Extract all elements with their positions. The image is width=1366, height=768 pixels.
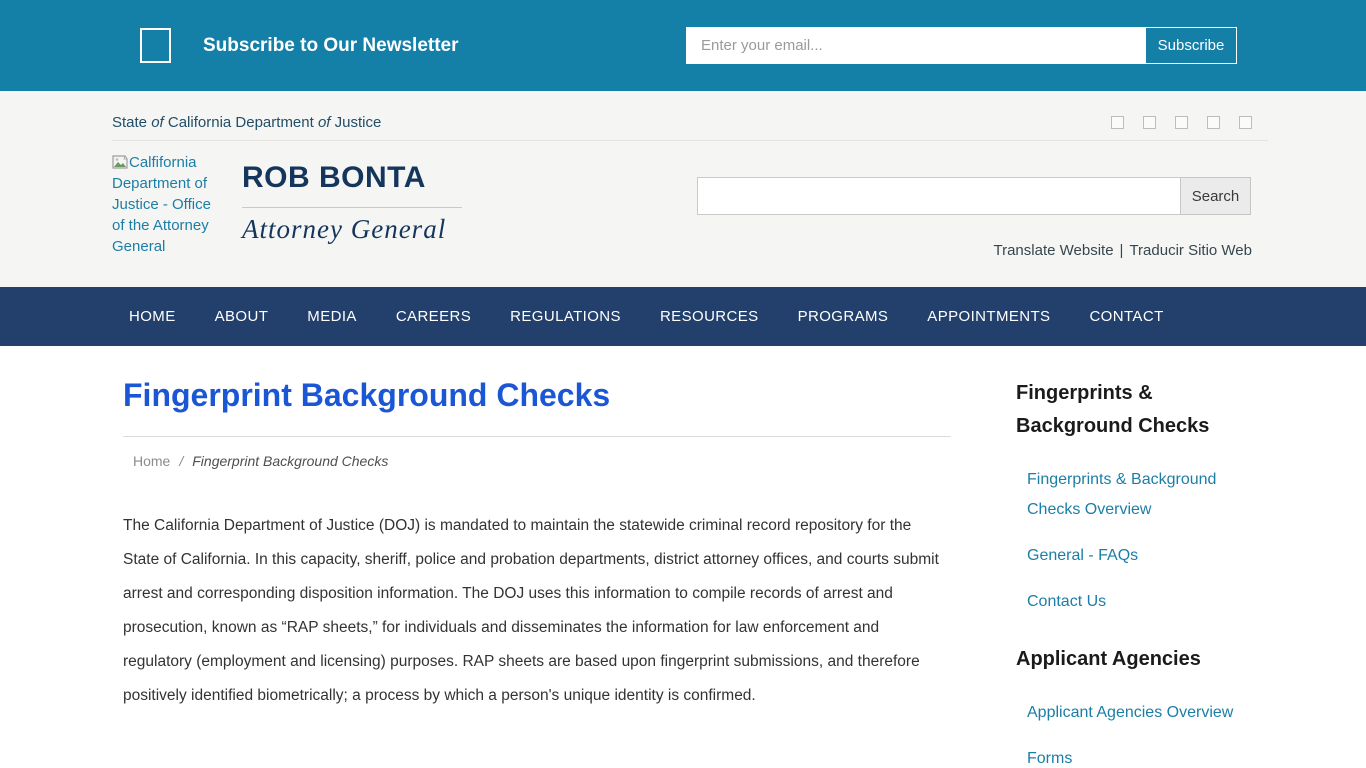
sidebar-link-forms[interactable]: Forms	[1027, 750, 1073, 767]
social-icon-placeholder-3[interactable]	[1175, 116, 1188, 129]
envelope-icon	[140, 28, 171, 63]
header-top-row	[0, 91, 1366, 131]
sidebar	[1016, 346, 1264, 768]
main-nav	[0, 287, 1366, 346]
agency-line	[112, 114, 381, 131]
traducir-sitio-link[interactable]: Traducir Sitio Web	[1129, 242, 1252, 259]
translate-separator: |	[1119, 242, 1124, 259]
newsletter-form	[686, 27, 1237, 64]
translate-row	[697, 242, 1252, 259]
breadcrumb	[123, 453, 951, 469]
social-icons-row	[1111, 116, 1252, 129]
search-row	[697, 177, 1252, 215]
nav-item-about[interactable]: ABOUT	[214, 308, 269, 325]
content-area	[0, 346, 1366, 768]
page-title: Fingerprint Background Checks	[123, 377, 611, 413]
sidebar-link-contact-us[interactable]: Contact Us	[1027, 593, 1107, 610]
breadcrumb-home-link[interactable]: Home	[133, 453, 171, 469]
sidebar-heading-fingerprints: Fingerprints & Background Checks	[1016, 382, 1210, 437]
title-divider	[123, 436, 951, 437]
sidebar-links-applicant-agencies	[1016, 698, 1264, 768]
nav-item-appointments[interactable]: APPOINTMENTS	[927, 308, 1051, 325]
subscribe-button[interactable]: Subscribe	[1145, 27, 1237, 64]
site-header	[0, 91, 1366, 287]
email-input[interactable]	[686, 27, 1145, 64]
logo-alt-text: Calfifornia Department of Justice - Office of the Attorney General	[112, 154, 211, 255]
nav-item-media[interactable]: MEDIA	[307, 308, 357, 325]
agency-text-italic: of	[317, 114, 331, 131]
attorney-general-title: Attorney General	[242, 214, 447, 244]
intro-paragraph: The California Department of Justice (DOJ) is mandated to maintain the statewide criminal record repository for the State of California. In this capacity, sheriff, police and probation departments, district attorney offices, and courts submit arrest and corresponding disposition information. The DOJ uses this information to compile records of arrest and prosecution, known as “RAP sheets,” for individuals and disseminates the information for law enforcement and regulatory (employment and licensing) purposes. RAP sheets are based upon fingerprint submissions, and therefore positively identified biometrically; a process by which a person's unique identity is confirmed.	[123, 517, 939, 704]
nav-item-home[interactable]: HOME	[129, 308, 176, 325]
nav-item-contact[interactable]: CONTACT	[1089, 308, 1164, 325]
sidebar-link-applicant-agencies-overview[interactable]: Applicant Agencies Overview	[1027, 704, 1234, 721]
agency-text: Justice	[330, 114, 382, 131]
main-column	[123, 346, 951, 768]
sidebar-link-general-faqs[interactable]: General - FAQs	[1027, 547, 1139, 564]
attorney-general-block	[242, 152, 464, 259]
search-button[interactable]: Search	[1181, 177, 1251, 215]
newsletter-bar	[0, 0, 1366, 91]
social-icon-placeholder-1[interactable]	[1111, 116, 1124, 129]
breadcrumb-separator: /	[179, 453, 184, 469]
search-area	[697, 152, 1252, 259]
broken-image-icon	[112, 155, 128, 169]
newsletter-left	[0, 28, 459, 63]
search-input[interactable]	[697, 177, 1181, 215]
header-main-row	[0, 141, 1366, 259]
social-icon-placeholder-2[interactable]	[1143, 116, 1156, 129]
sidebar-link-fingerprints-overview[interactable]: Fingerprints & Background Checks Overview	[1027, 471, 1217, 518]
social-icon-placeholder-4[interactable]	[1207, 116, 1220, 129]
nav-item-regulations[interactable]: REGULATIONS	[510, 308, 621, 325]
sidebar-links-fingerprints	[1016, 465, 1264, 617]
newsletter-title: Subscribe to Our Newsletter	[203, 34, 459, 56]
agency-text: State	[112, 114, 152, 131]
agency-text: California Department	[163, 114, 318, 131]
nav-item-programs[interactable]: PROGRAMS	[797, 308, 889, 325]
nav-item-careers[interactable]: CAREERS	[395, 308, 472, 325]
name-underline	[242, 207, 462, 208]
sidebar-heading-applicant-agencies: Applicant Agencies	[1016, 648, 1201, 670]
translate-website-link[interactable]: Translate Website	[993, 242, 1114, 259]
social-icon-placeholder-5[interactable]	[1239, 116, 1252, 129]
breadcrumb-current: Fingerprint Background Checks	[192, 453, 389, 469]
nav-item-resources[interactable]: RESOURCES	[659, 308, 759, 325]
attorney-general-name: ROB BONTA	[242, 161, 426, 194]
agency-text-italic: of	[151, 114, 164, 131]
doj-logo-broken-image[interactable]	[112, 152, 215, 259]
